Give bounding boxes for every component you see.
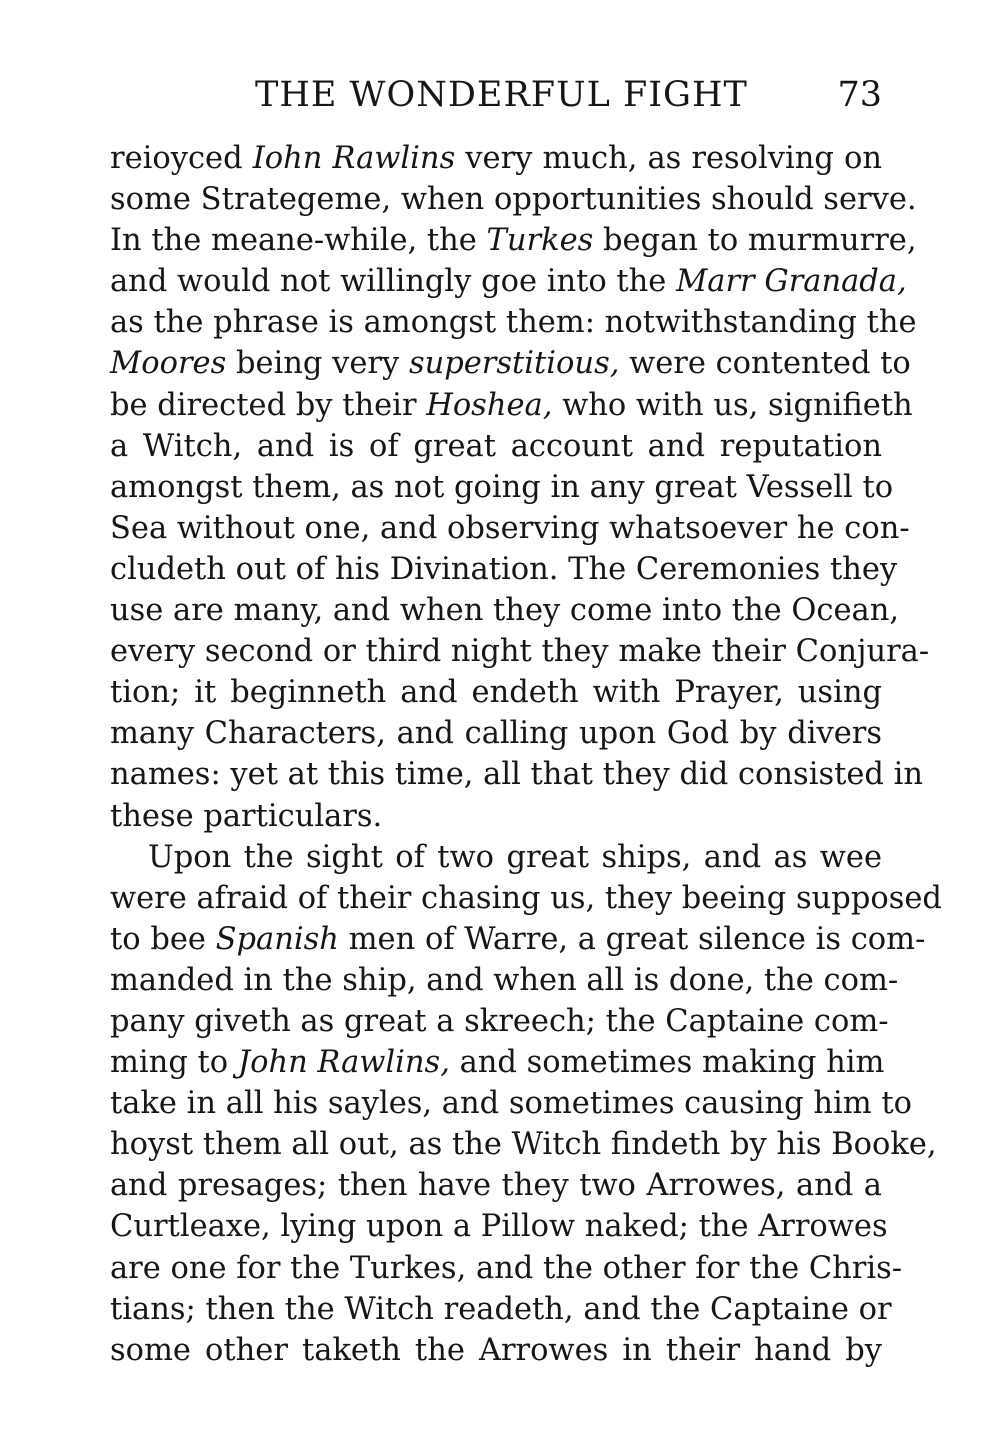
text-run: are one for the Turkes, and the other for the Chris- bbox=[110, 1250, 903, 1286]
text-line bbox=[110, 302, 917, 343]
text-line bbox=[110, 1001, 889, 1042]
text-line bbox=[110, 1248, 903, 1289]
text-line bbox=[110, 796, 882, 837]
text-run: and sometimes making him bbox=[449, 1045, 885, 1081]
text-run: In the meane-while, the bbox=[110, 223, 487, 259]
text-line bbox=[110, 754, 924, 795]
italic-text: John Rawlins, bbox=[237, 1045, 450, 1081]
text-line bbox=[110, 385, 913, 426]
page-number: 73 bbox=[837, 75, 882, 115]
italic-text: Marr Granada, bbox=[676, 264, 907, 300]
text-line bbox=[110, 1330, 882, 1371]
text-run: cludeth out of his Divination. The Ceremonies they bbox=[110, 551, 898, 587]
text-run: tion; it beginneth and endeth with Prayer, using bbox=[110, 675, 882, 711]
text-run: and would not willingly goe into the bbox=[110, 264, 677, 300]
italic-text: Turkes bbox=[486, 223, 594, 259]
text-run: Curtleaxe, lying upon a Pillow naked; the Arrowes bbox=[110, 1209, 888, 1245]
text-line bbox=[110, 1289, 892, 1330]
text-run: were contented to bbox=[619, 346, 911, 382]
text-line bbox=[110, 878, 942, 919]
text-run: Sea without one, and observing whatsoever he con- bbox=[110, 510, 910, 546]
text-line bbox=[110, 1042, 885, 1083]
text-line bbox=[110, 713, 882, 754]
text-run: pany giveth as great a skreech; the Captaine com- bbox=[110, 1003, 889, 1039]
italic-text: Hoshea, bbox=[426, 387, 553, 423]
text-line bbox=[110, 426, 882, 467]
text-run: being very bbox=[226, 346, 409, 382]
text-run: names: yet at this time, all that they did consisted in bbox=[110, 757, 924, 793]
text-run: take in all his sayles, and sometimes causing him to bbox=[110, 1086, 912, 1122]
text-line bbox=[110, 138, 882, 179]
text-run: some other taketh the Arrowes in their hand by bbox=[110, 1332, 882, 1368]
text-run: ming to bbox=[110, 1045, 238, 1081]
text-line bbox=[110, 919, 926, 960]
text-line bbox=[110, 1124, 937, 1165]
text-line bbox=[110, 837, 882, 878]
italic-text: Spanish bbox=[215, 921, 339, 957]
text-run: every second or third night they make their Conjura- bbox=[110, 634, 930, 670]
text-line bbox=[110, 179, 917, 220]
italic-text: Moores bbox=[110, 346, 227, 382]
text-run: and presages; then have they two Arrowes, and a bbox=[110, 1168, 882, 1204]
running-title: THE WONDERFUL FIGHT bbox=[255, 75, 748, 115]
text-run: men of Warre, a great silence is com- bbox=[338, 921, 926, 957]
running-header bbox=[110, 70, 882, 120]
body-text bbox=[110, 138, 942, 1371]
text-run: as the phrase is amongst them: notwithstanding the bbox=[110, 305, 917, 341]
text-run: Upon the sight of two great ships, and as wee bbox=[148, 839, 882, 875]
italic-text: Iohn Rawlins bbox=[252, 141, 456, 176]
text-line bbox=[110, 1206, 888, 1247]
text-run: these particulars. bbox=[110, 798, 383, 834]
text-run: many Characters, and calling upon God by divers bbox=[110, 716, 882, 752]
text-line bbox=[110, 672, 882, 713]
text-run: to bee bbox=[110, 921, 216, 957]
text-line bbox=[110, 1083, 912, 1124]
text-run: manded in the ship, and when all is done, the com- bbox=[110, 962, 899, 998]
text-line bbox=[110, 1165, 882, 1206]
text-line bbox=[110, 261, 907, 302]
text-line bbox=[110, 220, 917, 261]
text-line bbox=[110, 549, 898, 590]
text-run: tians; then the Witch readeth, and the Captaine or bbox=[110, 1291, 892, 1327]
text-line bbox=[110, 508, 910, 549]
text-run: hoyst them all out, as the Witch findeth by his Booke, bbox=[110, 1127, 937, 1163]
text-run: some Strategeme, when opportunities should serve. bbox=[110, 182, 917, 218]
text-run: very much, as resolving on bbox=[455, 141, 882, 176]
text-line bbox=[110, 590, 900, 631]
text-run: began to murmurre, bbox=[593, 223, 917, 259]
text-line bbox=[110, 960, 899, 1001]
text-run: were afraid of their chasing us, they beeing supposed bbox=[110, 880, 942, 916]
text-run: a Witch, and is of great account and reputation bbox=[110, 428, 882, 464]
text-run: who with us, signifieth bbox=[552, 387, 913, 423]
text-line bbox=[110, 343, 911, 384]
text-run: be directed by their bbox=[110, 387, 427, 423]
text-line bbox=[110, 467, 894, 508]
italic-text: superstitious, bbox=[408, 346, 620, 382]
text-run: use are many, and when they come into the Ocean, bbox=[110, 593, 900, 629]
text-run: amongst them, as not going in any great Vessell to bbox=[110, 469, 894, 505]
text-run: reioyced bbox=[110, 141, 253, 176]
text-line bbox=[110, 631, 930, 672]
